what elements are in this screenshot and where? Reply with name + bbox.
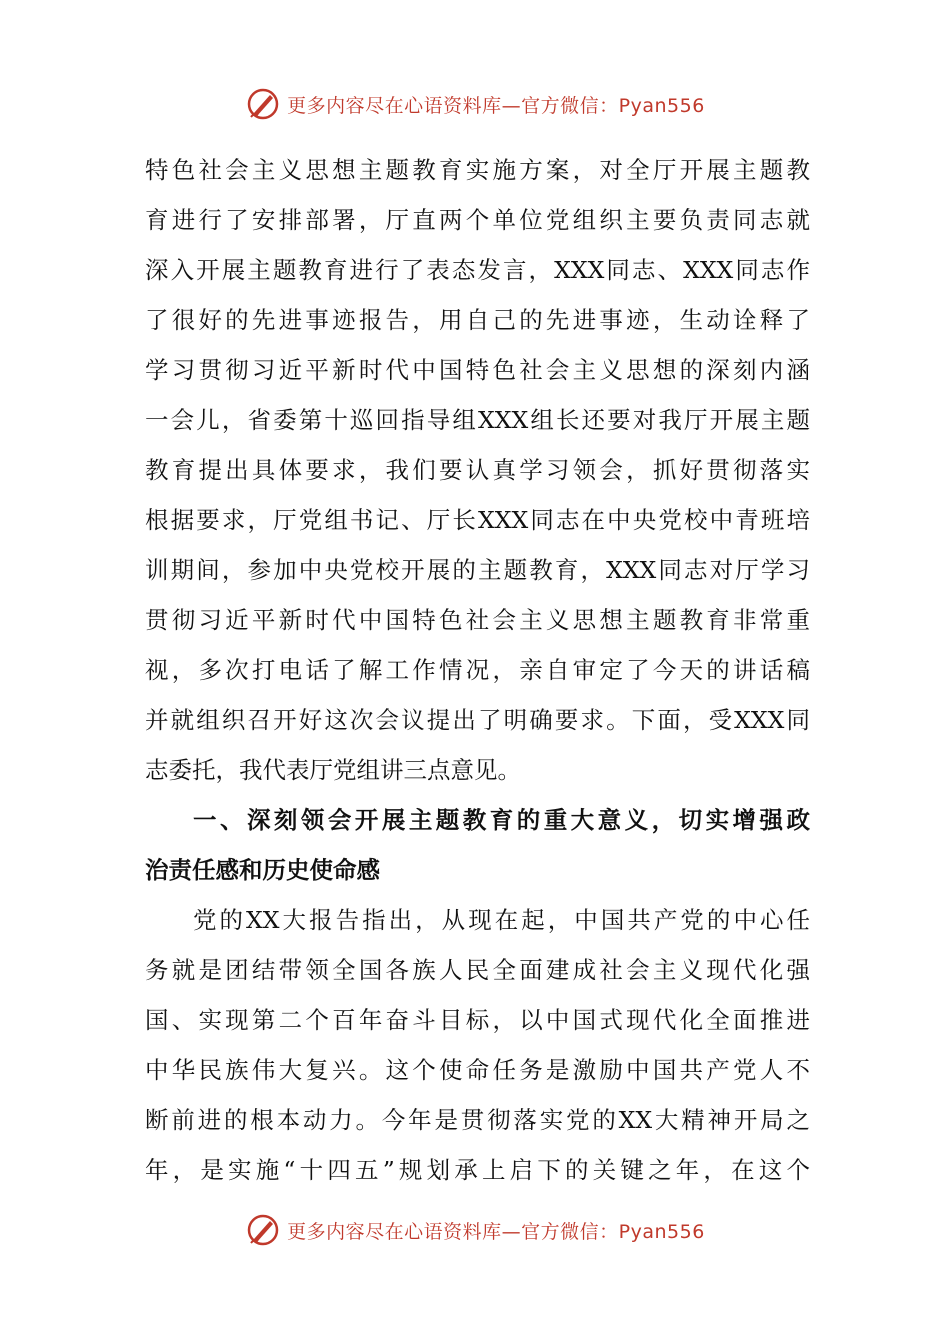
text-line: 党的XX大报告指出，从现在起，中国共产党的中心任 xyxy=(193,906,810,934)
text-line: 志委托，我代表厅党组讲三点意见。 xyxy=(145,756,521,784)
text-line: 中华民族伟大复兴。这个使命任务是激励中国共产党人不 xyxy=(145,1056,810,1084)
text-line: 务就是团结带领全国各族人民全面建成社会主义现代化强 xyxy=(145,956,810,984)
section-heading: 一、深刻领会开展主题教育的重大意义，切实增强政 xyxy=(193,806,810,834)
text-line: 深入开展主题教育进行了表态发言，XXX同志、XXX同志作 xyxy=(145,256,810,284)
text-line: 学习贯彻习近平新时代中国特色社会主义思想的深刻内涵 xyxy=(145,356,810,384)
text-line: 育进行了安排部署，厅直两个单位党组织主要负责同志就 xyxy=(145,206,810,234)
text-line: 贯彻习近平新时代中国特色社会主义思想主题教育非常重 xyxy=(145,606,810,634)
text-line: 根据要求，厅党组书记、厅长XXX同志在中央党校中青班培 xyxy=(145,506,810,534)
header-watermark xyxy=(0,82,950,126)
text-line: 视，多次打电话了解工作情况，亲自审定了今天的讲话稿 xyxy=(145,656,810,684)
text-line: 了很好的先进事迹报告，用自己的先进事迹，生动诠释了 xyxy=(145,306,810,334)
text-line: 年，是实施“十四五”规划承上启下的关键之年，在这个 xyxy=(145,1156,810,1184)
text-line: 国、实现第二个百年奋斗目标，以中国式现代化全面推进 xyxy=(145,1006,810,1034)
watermark-text: 更多内容尽在心语资料库—官方微信：Pyan556 xyxy=(287,94,705,117)
section-heading: 治责任感和历史使命感 xyxy=(145,856,380,884)
pen-seal-icon xyxy=(245,1212,281,1248)
text-line: 一会儿，省委第十巡回指导组XXX组长还要对我厅开展主题 xyxy=(145,406,810,434)
text-line: 断前进的根本动力。今年是贯彻落实党的XX大精神开局之 xyxy=(145,1106,810,1134)
watermark-text: 更多内容尽在心语资料库—官方微信：Pyan556 xyxy=(287,1220,705,1243)
text-line: 并就组织召开好这次会议提出了明确要求。下面，受XXX同 xyxy=(145,706,810,734)
text-line: 训期间，参加中央党校开展的主题教育，XXX同志对厅学习 xyxy=(145,556,810,584)
footer-watermark xyxy=(0,1208,950,1252)
text-line: 教育提出具体要求，我们要认真学习领会，抓好贯彻落实 xyxy=(145,456,810,484)
text-line: 特色社会主义思想主题教育实施方案，对全厅开展主题教 xyxy=(145,156,810,184)
pen-seal-icon xyxy=(245,86,281,122)
document-body xyxy=(145,145,810,1195)
